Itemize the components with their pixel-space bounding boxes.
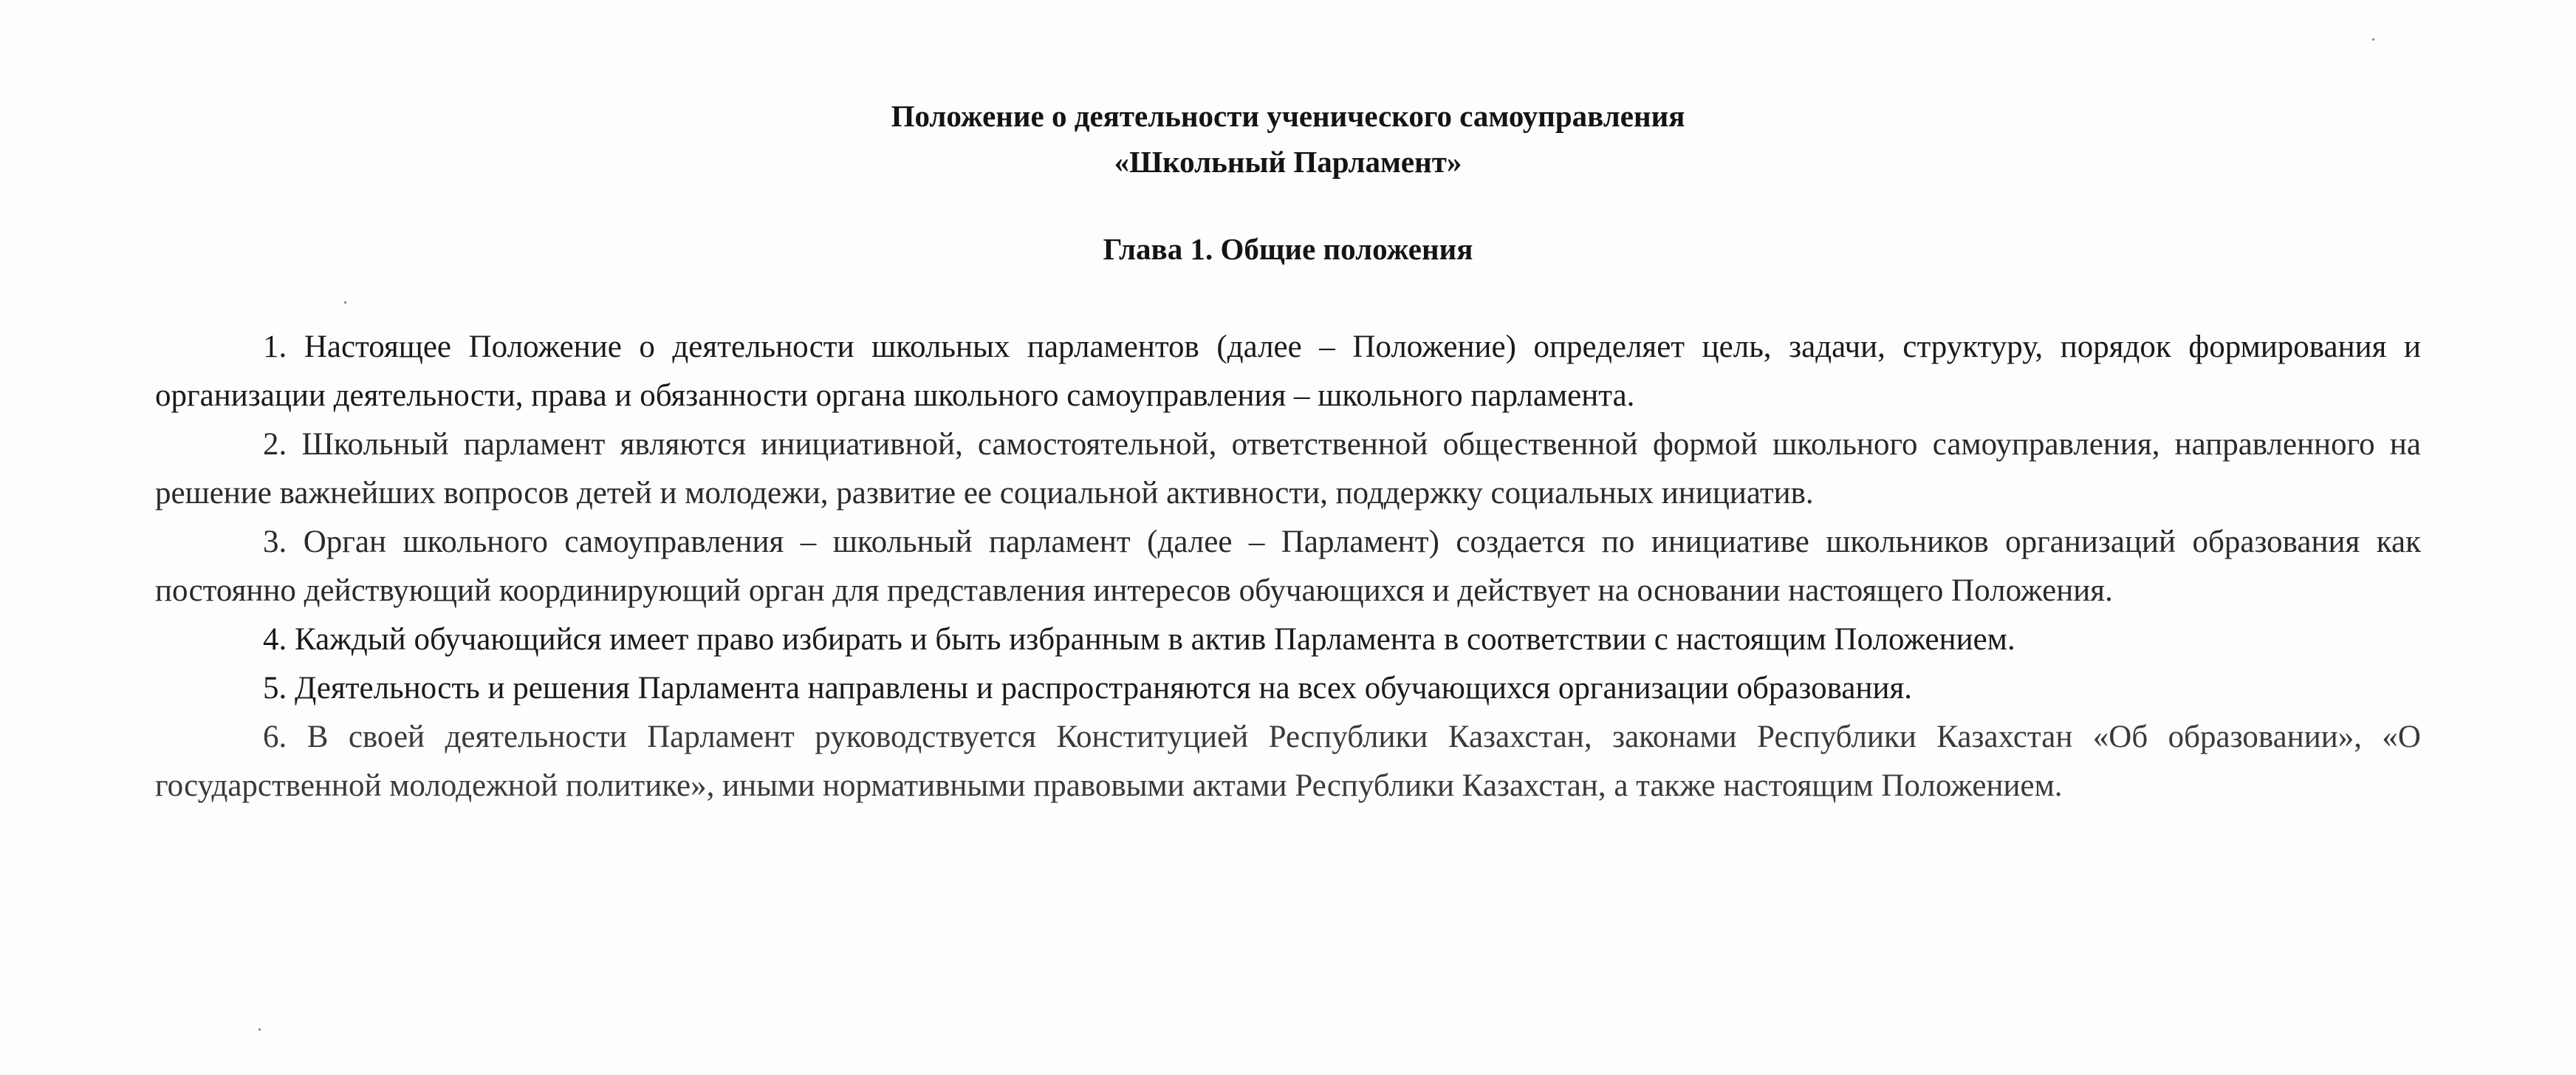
- scan-speck: [344, 301, 346, 304]
- paragraph-2: 2. Школьный парламент являются инициативной, самостоятельной, ответственной общественной формой школьного самоуправления, направленного на решение важнейших вопросов детей и молодежи, развитие ее социальной активности, поддержку социальных инициатив.: [155, 427, 2421, 511]
- paragraph-6: 6. В своей деятельности Парламент руководствуется Конституцией Республики Казахстан, законами Республики Казахстан «Об образовании», «О государственной молодежной политике», иными нормативными правовыми актами Республики Казахстан, а также настоящим Положением.: [155, 720, 2421, 803]
- paragraph-5: 5. Деятельность и решения Парламента направлены и распространяются на всех обучающихся организации образования.: [263, 671, 1913, 706]
- paragraph-3: 3. Орган школьного самоуправления – школьный парламент (далее – Парламент) создается по инициативе школьников организаций образования как постоянно действующий координирующий орган для представления интересов обучающихся и действует на основании настоящего Положения.: [155, 525, 2421, 608]
- document-title-line-2: «Школьный Парламент»: [1114, 145, 1462, 179]
- scan-speck: [258, 1028, 261, 1031]
- paragraph-4: 4. Каждый обучающийся имеет право избирать и быть избранным в актив Парламента в соответствии с настоящим Положением.: [263, 622, 2015, 657]
- document-title: [0, 93, 2576, 185]
- paragraph-1: 1. Настоящее Положение о деятельности школьных парламентов (далее – Положение) определяет цель, задачи, структуру, порядок формирования и организации деятельности, права и обязанности органа школьного самоуправления – школьного парламента.: [155, 330, 2421, 413]
- document-body: [155, 323, 2421, 810]
- scan-speck: [2372, 38, 2374, 41]
- chapter-heading: Глава 1. Общие положения: [1103, 232, 1473, 266]
- document-title-line-1: Положение о деятельности ученического самоуправления: [891, 99, 1685, 133]
